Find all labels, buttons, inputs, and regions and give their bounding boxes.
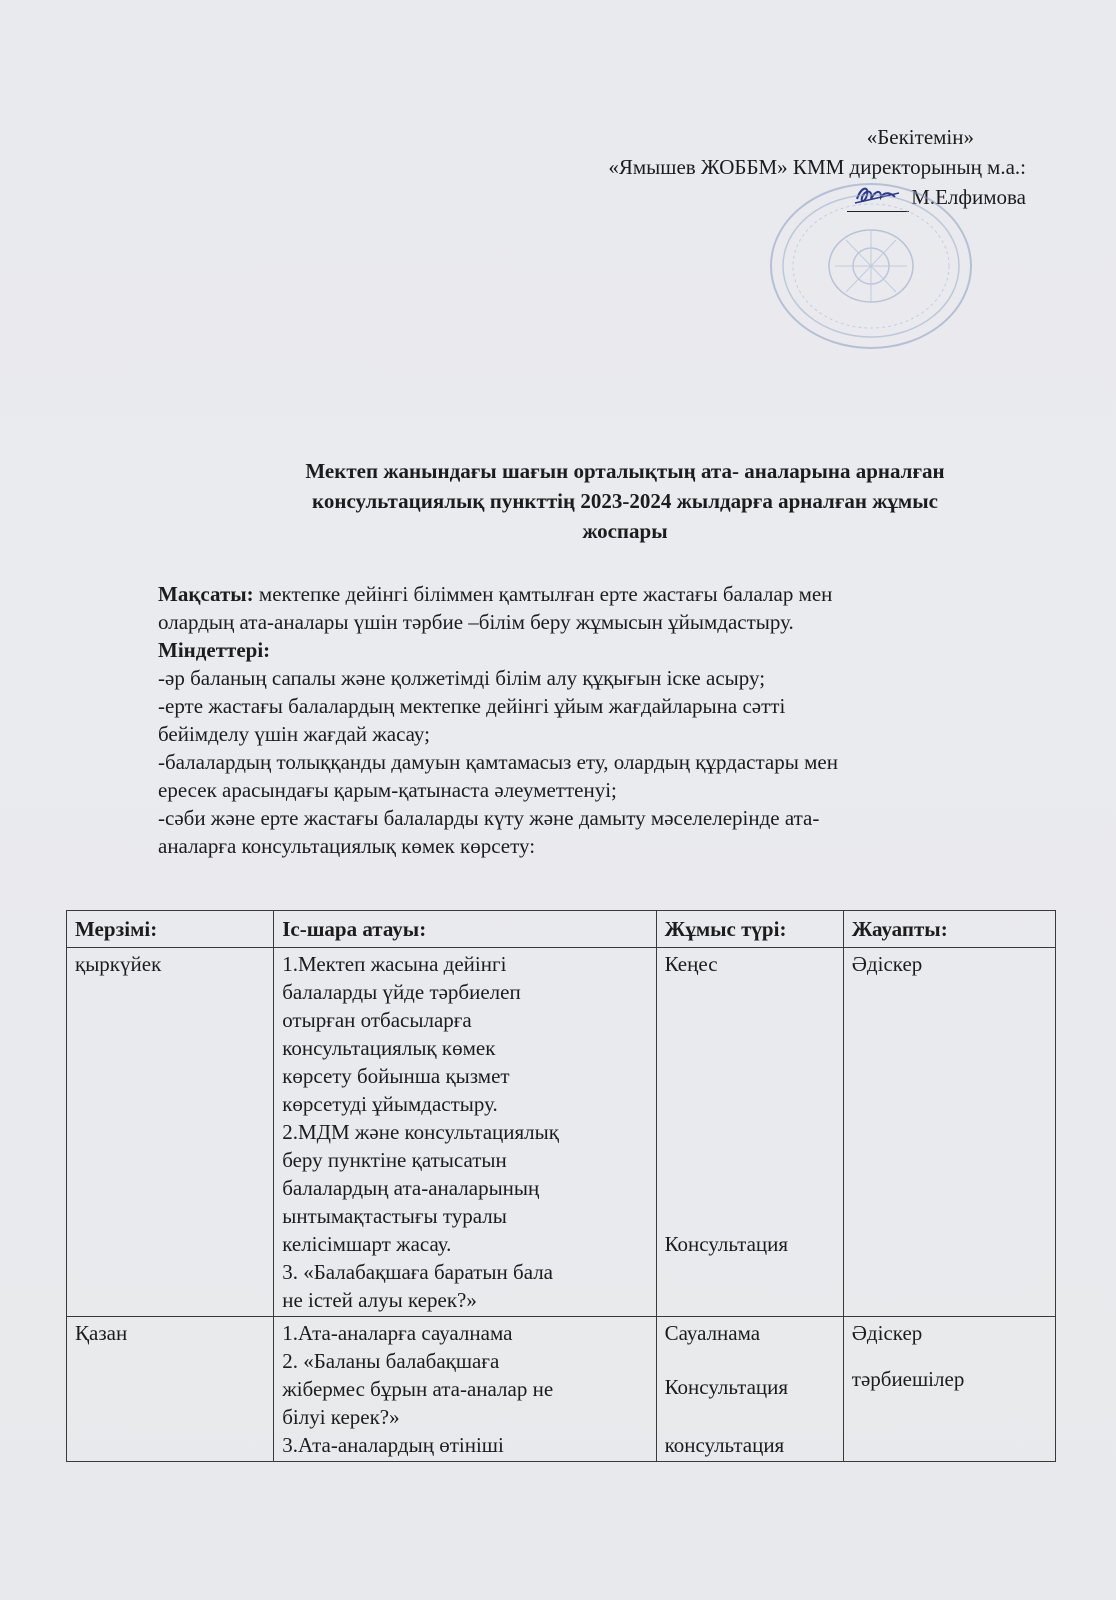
event-line: беру пунктіне қатысатын bbox=[282, 1148, 507, 1172]
plan-table bbox=[66, 910, 1056, 1462]
approval-title: «Бекітемін» bbox=[866, 125, 974, 149]
period-cell: Қазан bbox=[67, 1317, 274, 1462]
event-line: консультациялық көмек bbox=[282, 1036, 496, 1060]
event-line: білуі керек?» bbox=[282, 1405, 400, 1429]
event-line: отырған отбасыларға bbox=[282, 1008, 472, 1032]
goal-line-1 bbox=[158, 580, 1058, 608]
type-line: Кеңес bbox=[664, 952, 718, 976]
event-line: көрсетуді ұйымдастыру. bbox=[282, 1092, 498, 1116]
responsible-line: Әдіскер bbox=[851, 1321, 923, 1345]
approval-position: «Ямышев ЖОББМ» КММ директорының м.а.: bbox=[608, 155, 1026, 179]
event-line: не істей алуы керек?» bbox=[282, 1288, 477, 1312]
task-3-line-1: -балалардың толыққанды дамуын қамтамасыз ету, олардың құрдастары мен bbox=[158, 750, 838, 774]
type-line: Консультация bbox=[664, 1375, 789, 1399]
events-cell bbox=[274, 1317, 656, 1462]
type-cell bbox=[656, 948, 843, 1317]
type-line: Консультация bbox=[664, 1232, 789, 1256]
responsible-line: тәрбиешілер bbox=[851, 1367, 965, 1391]
official-seal-icon bbox=[768, 180, 974, 352]
title-line-2: консультациялық пункттің 2023-2024 жылдарға арналған жұмыс bbox=[312, 489, 938, 513]
table-row bbox=[67, 948, 1056, 1317]
event-line: ынтымақтастығы туралы bbox=[282, 1204, 507, 1228]
task-4-line-1: -сәби және ерте жастағы балаларды күту және дамыту мәселелерінде ата- bbox=[158, 806, 820, 830]
event-line: көрсету бойынша қызмет bbox=[282, 1064, 510, 1088]
task-2-line-1: -ерте жастағы балалардың мектепке дейінгі ұйым жағдайларына сәтті bbox=[158, 694, 786, 718]
responsible-cell: Әдіскер bbox=[843, 948, 1055, 1317]
title-line-3: жоспары bbox=[582, 519, 668, 543]
task-3-line-2: ересек арасындағы қарым-қатынаста әлеуметтенуі; bbox=[158, 778, 617, 802]
goal-text-1: мектепке дейінгі біліммен қамтылған ерте жастағы балалар мен bbox=[253, 582, 833, 606]
task-1: -әр баланың сапалы және қолжетімді білім алу құқығын іске асыру; bbox=[158, 666, 766, 690]
goal-label: Мақсаты: bbox=[158, 582, 254, 606]
table-row bbox=[67, 1317, 1056, 1462]
events-cell bbox=[274, 948, 656, 1317]
event-line: 2. «Баланы балабақшаға bbox=[282, 1349, 500, 1373]
responsible-cell bbox=[843, 1317, 1055, 1462]
header-responsible: Жауапты: bbox=[843, 911, 1055, 948]
task-4-line-2: аналарға консультациялық көмек көрсету: bbox=[158, 834, 536, 858]
goal-line-2: олардың ата-аналары үшін тәрбие –білім беру жұмысын ұйымдастыру. bbox=[158, 610, 794, 634]
header-period: Мерзімі: bbox=[67, 911, 274, 948]
event-line: 2.МДМ және консультациялық bbox=[282, 1120, 559, 1144]
header-event: Іс-шара атауы: bbox=[274, 911, 656, 948]
signatory-name: М.Елфимова bbox=[911, 185, 1026, 209]
event-line: 1.Ата-аналарға сауалнама bbox=[282, 1321, 513, 1345]
event-line: 3.Ата-аналардың өтініші bbox=[282, 1433, 504, 1457]
event-line: 3. «Балабақшаға баратын бала bbox=[282, 1260, 553, 1284]
event-line: балаларды үйде тәрбиелеп bbox=[282, 980, 521, 1004]
event-line: балалардың ата-аналарының bbox=[282, 1176, 540, 1200]
event-line: жібермес бұрын ата-аналар не bbox=[282, 1377, 554, 1401]
type-cell bbox=[656, 1317, 843, 1462]
document-title bbox=[190, 456, 1060, 546]
table-header-row bbox=[67, 911, 1056, 948]
event-line: келісімшарт жасау. bbox=[282, 1232, 452, 1256]
title-line-1: Мектеп жанындағы шағын орталықтың ата- аналарына арналған bbox=[305, 459, 945, 483]
tasks-label: Міндеттері: bbox=[158, 638, 271, 662]
type-line: консультация bbox=[664, 1433, 785, 1457]
event-line: 1.Мектеп жасына дейінгі bbox=[282, 952, 507, 976]
task-2-line-2: бейімделу үшін жағдай жасау; bbox=[158, 722, 430, 746]
header-type: Жұмыс түрі: bbox=[656, 911, 843, 948]
period-cell: қыркүйек bbox=[67, 948, 274, 1317]
type-line: Сауалнама bbox=[664, 1321, 761, 1345]
intro-section bbox=[158, 580, 1058, 860]
